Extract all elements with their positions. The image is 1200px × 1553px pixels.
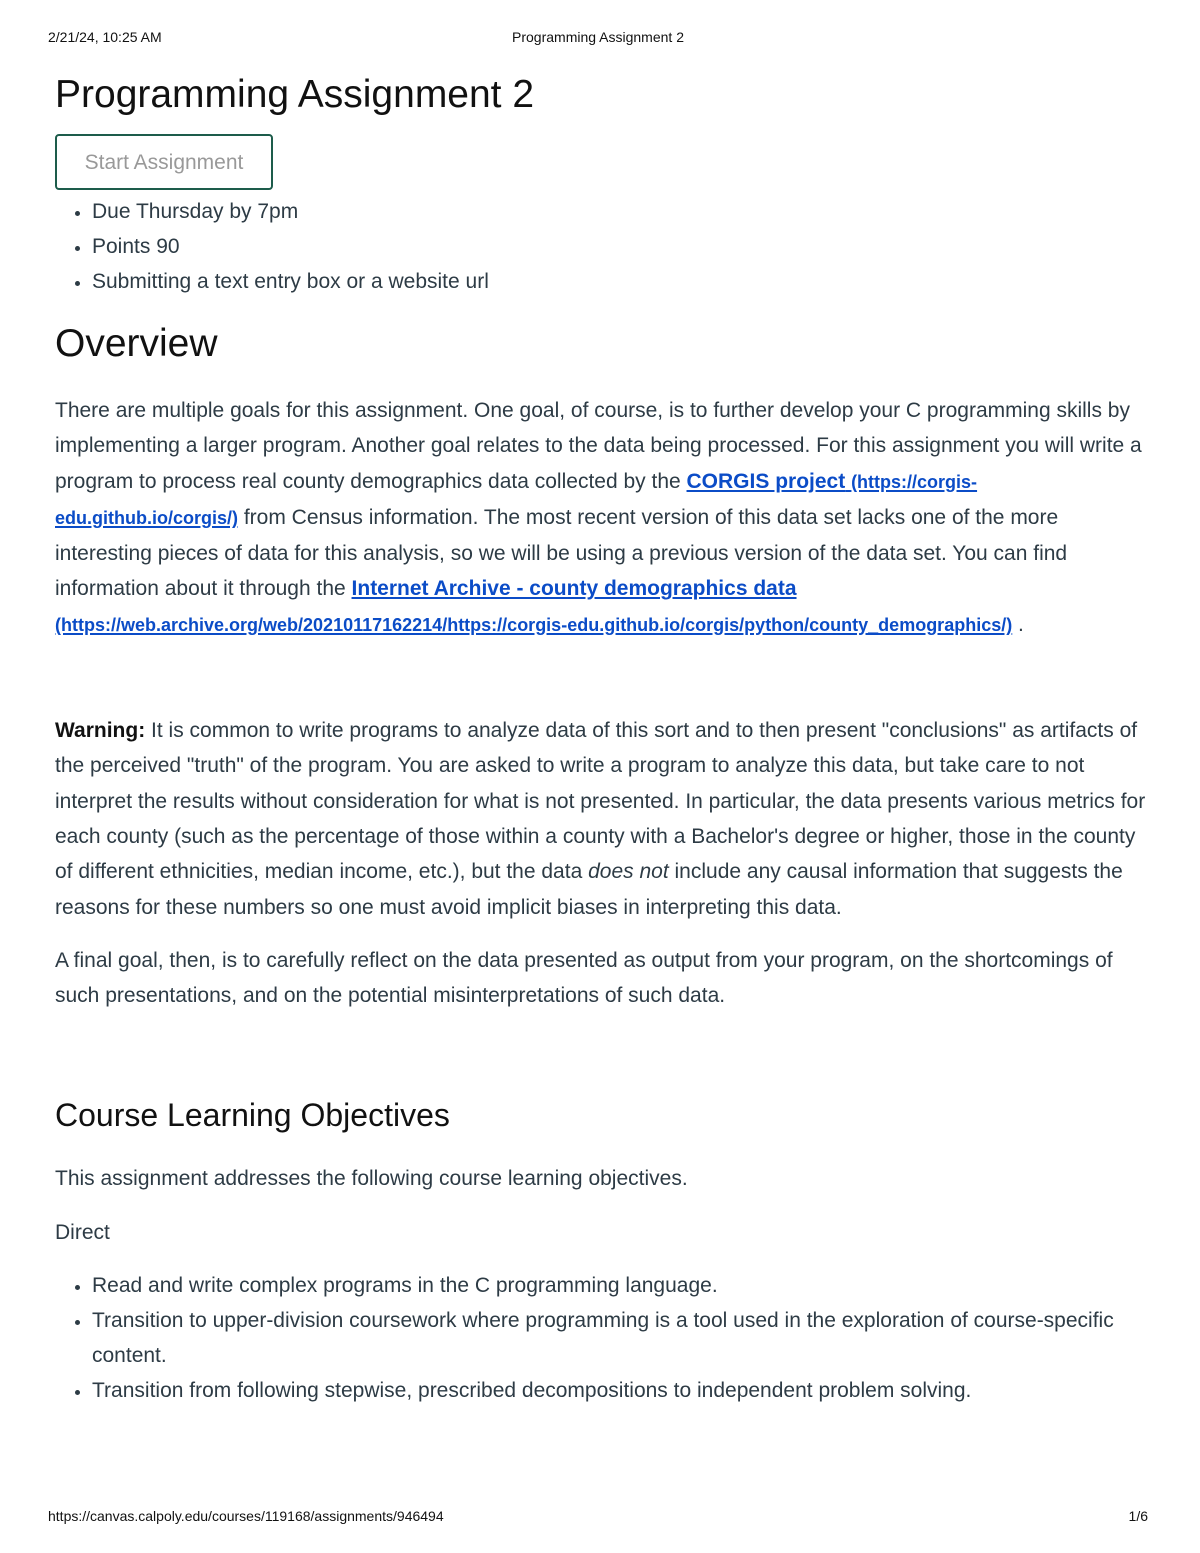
print-url: https://canvas.calpoly.edu/courses/119168/assignments/946494	[48, 1508, 444, 1524]
archive-link-url: (https://web.archive.org/web/20210117162214/https://corgis-edu.github.io/corgis/python/county_demographics/)	[55, 614, 1013, 635]
due-date: • Due Thursday by 7pm	[92, 194, 1150, 229]
overview-heading: Overview	[55, 322, 218, 365]
overview-paragraph	[55, 393, 1150, 643]
warning-text-1: It is common to write programs to analyze data of this sort and to then present "conclusions" as artifacts of the perceived "truth" of the program. You are asked to write a program to analyze this data, but take care to not interpret the results without consideration for what is not presented. In particular, the data presents various metrics for each county (such as the percentage of those within a county with a Bachelor's degree or higher, those in the county of different ethnicities, median income, etc.), but the data	[55, 719, 1146, 884]
corgis-link-text: CORGIS project	[686, 469, 846, 493]
final-goal-paragraph: A final goal, then, is to carefully reflect on the data presented as output from your program, on the shortcomings of such presentations, and on the potential misinterpretations of such data.	[55, 948, 1113, 1008]
overview-text-2: from Census information. The most recent version of this data set lacks one of the more interesting pieces of data for this analysis, so we will be using a previous version of the data set. You can find information about it through the	[55, 505, 1068, 601]
list-item: • Transition to upper-division coursework where programming is a tool used in the exploration of course-specific content.	[92, 1303, 1150, 1373]
overview-text-3: .	[1012, 612, 1024, 636]
warning-label: Warning:	[55, 719, 146, 743]
warning-paragraph	[55, 713, 1150, 925]
objectives-intro: This assignment addresses the following course learning objectives.	[55, 1167, 688, 1191]
warning-emphasis: does not	[588, 860, 669, 884]
submission-types: • Submitting a text entry box or a website url	[92, 264, 1150, 299]
list-item: • Transition from following stepwise, prescribed decompositions to independent problem solving.	[92, 1373, 1150, 1408]
corgis-link-url: (https://corgis-edu.github.io/corgis/)	[55, 471, 978, 528]
assignment-content	[55, 68, 1150, 1408]
overview-text-1: There are multiple goals for this assignment. One goal, of course, is to further develop your C programming skills by implementing a larger program. Another goal relates to the data being processed. For this assignment you will write a program to process real county demographics data collected by the	[55, 399, 1142, 493]
page-title: Programming Assignment 2	[55, 73, 535, 116]
list-item: • Read and write complex programs in the C programming language.	[92, 1268, 1150, 1303]
course-objectives-heading: Course Learning Objectives	[55, 1097, 450, 1134]
objectives-list	[55, 1268, 1150, 1408]
print-datetime: 2/21/24, 10:25 AM	[48, 29, 162, 45]
start-assignment-button[interactable]: Start Assignment	[55, 134, 273, 190]
page-number: 1/6	[1128, 1508, 1148, 1524]
archive-link-text: Internet Archive - county demographics data	[351, 577, 797, 601]
print-footer	[48, 1508, 1148, 1524]
warning-text-2: include any causal information that suggests the reasons for these numbers so one must avoid implicit biases in interpreting this data.	[55, 860, 1123, 919]
direct-label: Direct	[55, 1220, 110, 1244]
points: • Points 90	[92, 229, 1150, 264]
print-title: Programming Assignment 2	[512, 29, 684, 45]
print-header	[48, 29, 1148, 45]
assignment-details	[55, 194, 1150, 299]
